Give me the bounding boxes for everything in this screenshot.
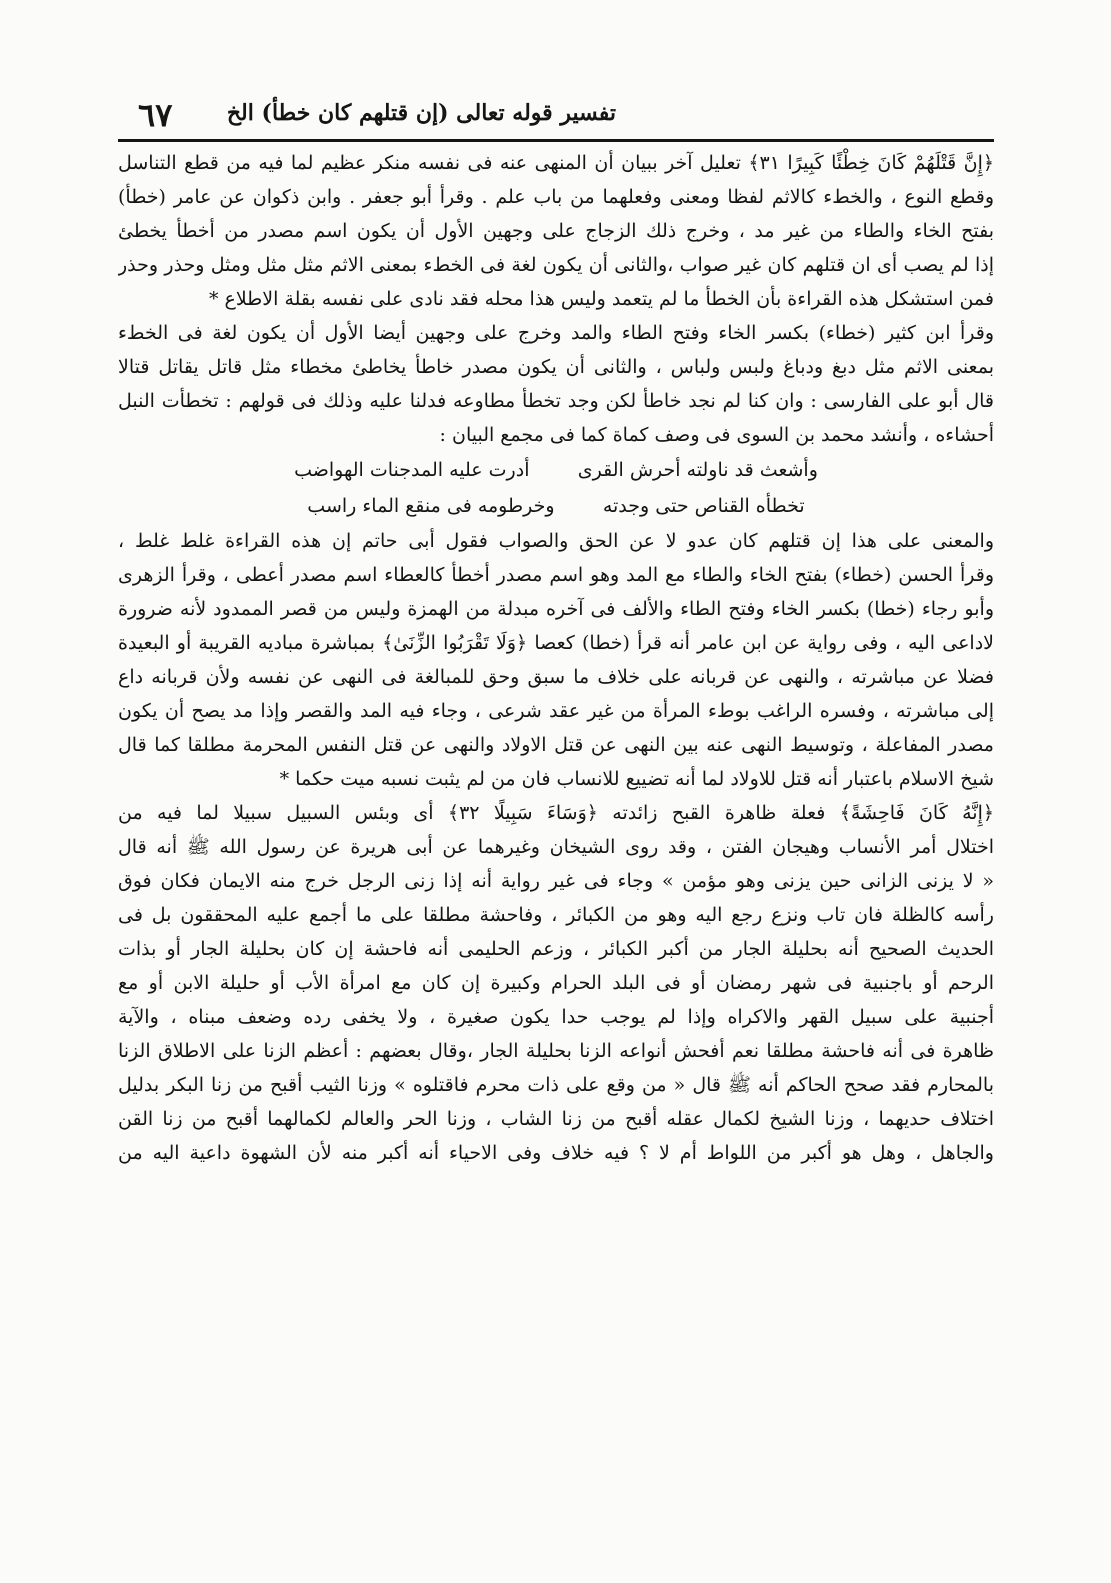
page-body bbox=[118, 146, 994, 1170]
verse-line: وأشعث قد ناولته أحرش القرى أدرت عليه المدجنات الهواضب bbox=[294, 459, 818, 481]
text-line: بمعنى الاثم مثل دبغ ودباغ ولبس ولباس ، والثانى أن يكون مصدر خاطأ يخاطئ مخطاء مثل قاتل يقاتل قتالا bbox=[118, 356, 994, 378]
text-line: رأسه كالظلة فان تاب ونزع رجع اليه وهو من الكبائر ، وفاحشة مطلقا على ما أجمع عليه المحققون بل فى bbox=[118, 904, 994, 926]
paragraph-2 bbox=[118, 316, 994, 452]
page-number: ٦٧ bbox=[138, 96, 173, 134]
text-line: شيخ الاسلام باعتبار أنه قتل للاولاد لما أنه تضييع للانساب فان من لم يثبت نسبه ميت حكما * bbox=[279, 768, 994, 790]
text-line: إلى مباشرته ، وفسره الراغب بوطء المرأة من غير عقد شرعى ، وجاء فيه المد والقصر وإذا مد يصح أن يكون bbox=[118, 700, 994, 722]
page-header bbox=[118, 96, 994, 136]
text-line: لاداعى اليه ، وفى رواية عن ابن عامر أنه قرأ (خطا) كعصا ﴿وَلَا تَقْرَبُوا الزِّنَىٰ﴾ بمباشرة مباديه القريبة أو البعيدة bbox=[118, 632, 994, 654]
text-line: وقرأ الحسن (خطاء) بفتح الخاء والطاء مع المد وهو اسم مصدر أخطأ كالعطاء اسم مصدر أعطى ، وقرأ الزهرى bbox=[118, 564, 994, 586]
text-line: وقطع النوع ، والخطء كالاثم لفظا ومعنى وفعلهما من باب علم . وقرأ أبو جعفر . وابن ذكوان عن عامر (خطأ) bbox=[118, 186, 994, 208]
running-title: تفسير قوله تعالى (إن قتلهم كان خطأ) الخ bbox=[226, 100, 616, 126]
text-line: وأبو رجاء (خطا) بكسر الخاء وفتح الطاء والألف فى آخره مبدلة من الهمزة وليس من قصر الممدود لأنه ضرورة bbox=[118, 598, 994, 620]
text-line: بالمحارم فقد صحح الحاكم أنه ﷺ قال « من وقع على ذات محرم فاقتلوه » وزنا الثيب أقبح من زنا البكر بدليل bbox=[118, 1074, 994, 1096]
text-line: أجنبية على سبيل القهر والاكراه وإذا لم يوجب حدا يكون صغيرة ، ولا يخفى رده وضعف مبناه ، والآية bbox=[118, 1006, 994, 1028]
text-line: ﴿إِنَّهُ كَانَ فَاحِشَةً﴾ فعلة ظاهرة القبح زائدته ﴿وَسَاءَ سَبِيلًا ٣٢﴾ أى وبئس السبيل سبيلا لما فيه من bbox=[118, 802, 994, 824]
text-line: الرحم أو باجنبية فى شهر رمضان أو فى البلد الحرام وكبيرة إن كان مع امرأة الأب أو حليلة الابن أو مع bbox=[118, 972, 994, 994]
text-line: بفتح الخاء والطاء من غير مد ، وخرج ذلك الزجاج على وجهين الأول أن يكون اسم مصدر من أخطأ يخطئ bbox=[118, 220, 994, 242]
poetry-verses bbox=[118, 452, 994, 524]
text-line: وقرأ ابن كثير (خطاء) بكسر الخاء وفتح الطاء والمد وخرج على وجهين أيضا الأول أن يكون لغة فى الخطء bbox=[118, 322, 994, 344]
text-line: « لا يزنى الزانى حين يزنى وهو مؤمن » وجاء فى غير رواية أنه إذا زنى الرجل خرج منه الايمان فكان فوق bbox=[118, 870, 994, 892]
text-line: ظاهرة فى أنه فاحشة مطلقا نعم أفحش أنواعه الزنا بحليلة الجار ،وقال بعضهم : أعظم الزنا على الاطلاق الزنا bbox=[118, 1040, 994, 1062]
text-line: والمعنى على هذا إن قتلهم كان عدو لا عن الحق والصواب فقول أبى حاتم إن هذه القراءة غلط غلط ، bbox=[118, 530, 994, 552]
text-line: فمن استشكل هذه القراءة بأن الخطأ ما لم يتعمد وليس هذا محله فقد نادى على نفسه بقلة الاطلاع * bbox=[208, 288, 994, 310]
verse-line: تخطأه القناص حتى وجدته وخرطومه فى منقع الماء راسب bbox=[307, 495, 805, 517]
text-line: أحشاءه ، وأنشد محمد بن السوى فى وصف كماة كما فى مجمع البيان : bbox=[439, 424, 994, 446]
text-line: قال أبو على الفارسى : وان كنا لم نجد خاطأ لكن وجد تخطأ مطاوعه فدلنا عليه وذلك فى قولهم : تخطأت النبل bbox=[118, 390, 994, 412]
text-line: اختلال أمر الأنساب وهيجان الفتن ، وقد روى الشيخان وغيرهما عن أبى هريرة عن رسول الله ﷺ أنه قال bbox=[118, 836, 994, 858]
text-line: فضلا عن مباشرته ، والنهى عن قربانه على خلاف ما سبق وحق للمبالغة فى النهى عن نفسه ولأن قربانه داع bbox=[118, 666, 994, 688]
text-line: الحديث الصحيح أنه بحليلة الجار من أكبر الكبائر ، وزعم الحليمى أنه فاحشة إن كان بحليلة الجار أو بذات bbox=[118, 938, 994, 960]
text-line: إذا لم يصب أى ان قتلهم كان غير صواب ،والثانى أن يكون لغة فى الخطء بمعنى الاثم مثل مثل ومثل وحذر وحذر bbox=[118, 254, 994, 276]
paragraph-1 bbox=[118, 146, 994, 316]
text-line: والجاهل ، وهل هو أكبر من اللواط أم لا ؟ فيه خلاف وفى الاحياء أنه أكبر منه لأن الشهوة داعية اليه من bbox=[118, 1142, 994, 1164]
paragraph-3 bbox=[118, 524, 994, 796]
text-line: مصدر المفاعلة ، وتوسيط النهى عنه بين النهى عن قتل الاولاد والنهى عن قتل النفس المحرمة مطلقا كما قال bbox=[118, 734, 994, 756]
text-line: اختلاف حديهما ، وزنا الشيخ لكمال عقله أقبح من زنا الشاب ، وزنا الحر والعالم لكمالهما أقبح من زنا القن bbox=[118, 1108, 994, 1130]
text-line: ﴿إِنَّ قَتْلَهُمْ كَانَ خِطْئًا كَبِيرًا ٣١﴾ تعليل آخر ببيان أن المنهى عنه فى نفسه منكر عظيم لما فيه من قطع التناسل bbox=[118, 152, 994, 174]
paragraph-4 bbox=[118, 796, 994, 1170]
header-rule bbox=[118, 139, 994, 142]
